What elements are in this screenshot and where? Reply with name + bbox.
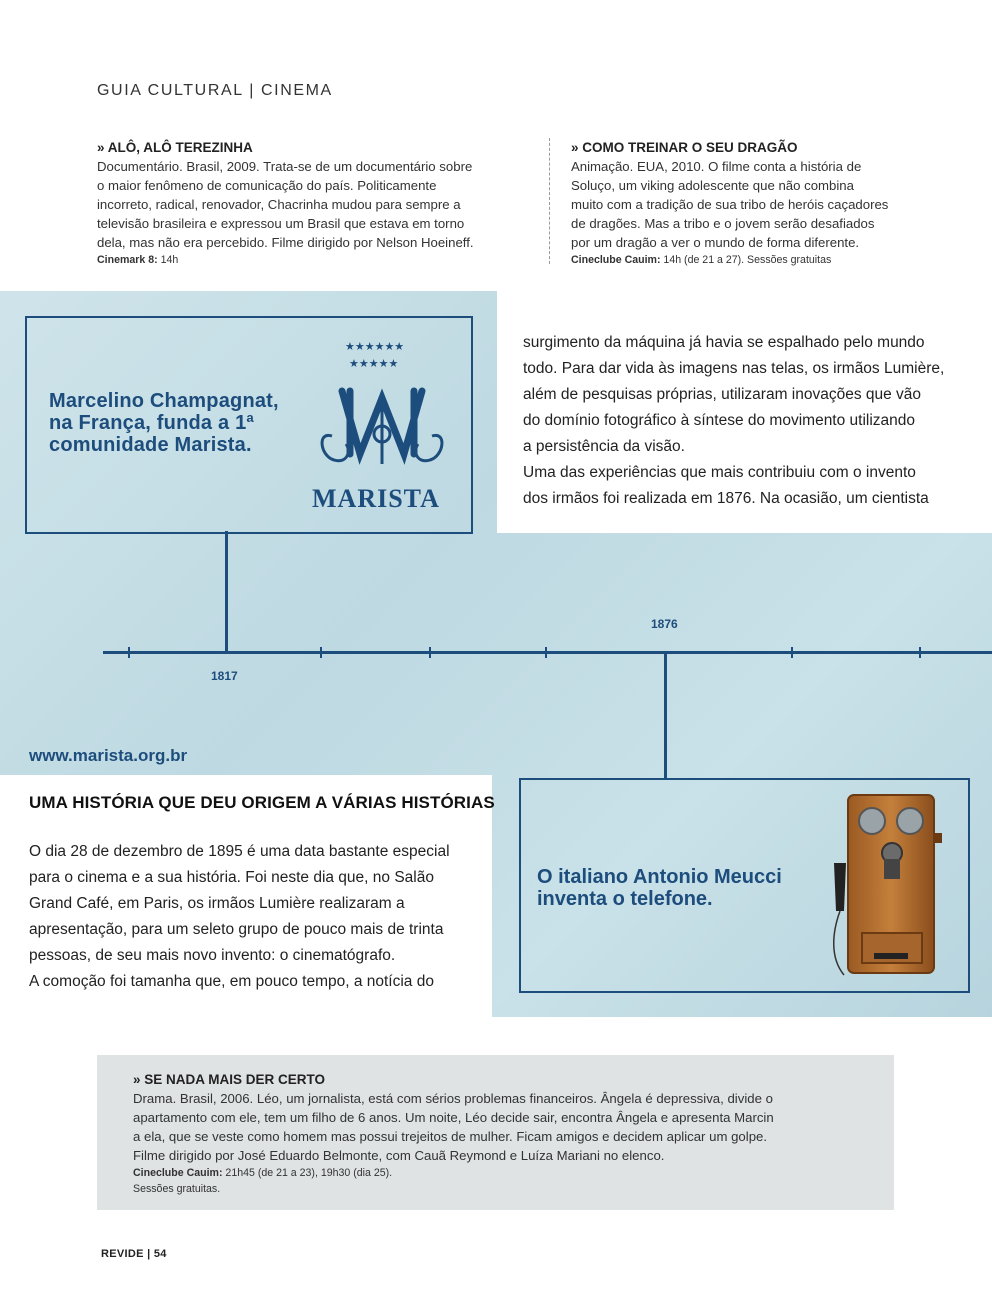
marista-logo-icon <box>312 336 452 484</box>
article-line: apresentação, para um seleto grupo de pouco mais de trinta <box>29 921 444 938</box>
film-desc-line: incorreto, radical, renovador, Chacrinha mudou para sempre a <box>97 197 461 212</box>
timeline-tick <box>545 647 547 658</box>
film-desc-line: o maior fenômeno de comunicação do país. Politicamente <box>97 178 437 193</box>
article-line: surgimento da máquina já havia se espalhado pelo mundo <box>523 334 925 351</box>
film-desc-line: de dragões. Mas a tribo e o jovem serão desafiados <box>571 216 875 231</box>
article-line: Uma das experiências que mais contribuiu com o invento <box>523 464 916 481</box>
year-label-1876: 1876 <box>651 617 678 631</box>
article-line: todo. Para dar vida às imagens nas telas, os irmãos Lumière, <box>523 360 945 377</box>
film-title: » COMO TREINAR O SEU DRAGÃO <box>571 140 798 155</box>
timeline-connector-1876 <box>664 653 667 779</box>
article-line: O dia 28 de dezembro de 1895 é uma data bastante especial <box>29 843 450 860</box>
film-title: » ALÔ, ALÔ TEREZINHA <box>97 140 253 155</box>
antique-telephone-icon <box>826 793 950 981</box>
article-line: pessoas, de seu mais novo invento: o cinematógrafo. <box>29 947 396 964</box>
caption-line: inventa o telefone. <box>537 888 713 910</box>
caption-line: Marcelino Champagnat, <box>49 390 279 412</box>
article-right-column <box>523 330 978 512</box>
year-label-1817: 1817 <box>211 669 238 683</box>
article-line: a persistência da visão. <box>523 438 685 455</box>
timeline-connector-1817 <box>225 531 228 654</box>
svg-text:★★★★★: ★★★★★ <box>349 357 399 370</box>
marista-wordmark: MARISTA <box>312 484 440 513</box>
film-schedule <box>133 1165 868 1181</box>
article-line: dos irmãos foi realizada em 1876. Na ocasião, um cientista <box>523 490 929 507</box>
article-line: A comoção foi tamanha que, em pouco tempo, a notícia do <box>29 973 434 990</box>
film-desc-line: apartamento com ele, tem um filho de 6 anos. Um noite, Léo decide sair, encontra Ângela e apresenta Marcin <box>133 1110 774 1125</box>
timeline-tick <box>919 647 921 658</box>
article-title: UMA HISTÓRIA QUE DEU ORIGEM A VÁRIAS HISTÓRIAS <box>29 793 495 812</box>
film-title: » SE NADA MAIS DER CERTO <box>133 1072 326 1087</box>
film-desc-line: Filme dirigido por José Eduardo Belmonte, com Cauã Reymond e Luíza Mariani no elenco. <box>133 1148 665 1163</box>
film-desc-line: televisão brasileira e expressou um Brasil que estava em torno <box>97 216 465 231</box>
article-line: para o cinema e a sua história. Foi neste dia que, no Salão <box>29 869 434 886</box>
film-desc-line: por um dragão a ver o mundo de forma diferente. <box>571 235 860 250</box>
caption-line: comunidade Marista. <box>49 434 252 456</box>
article-left-column <box>29 839 479 995</box>
venue-name: Cinemark 8: <box>97 254 158 266</box>
venue-name: Cineclube Cauim: <box>571 254 661 266</box>
article-line: além de pesquisas próprias, utilizaram inovações que vão <box>523 386 922 403</box>
schedule-time: 21h45 (de 21 a 23), 19h30 (dia 25). <box>222 1167 393 1179</box>
film-listing-dragao <box>571 138 971 268</box>
film-note: Sessões gratuitas. <box>133 1183 221 1195</box>
film-desc-line: Documentário. Brasil, 2009. Trata-se de um documentário sobre <box>97 159 473 174</box>
timeline-axis <box>103 651 992 654</box>
event-caption-telefone <box>537 866 782 910</box>
film-desc-line: dela, mas não era percebido. Filme dirigido por Nelson Hoeineff. <box>97 235 474 250</box>
page-footer: REVIDE | 54 <box>101 1248 167 1260</box>
film-desc-line: a ela, que se veste como homem mas possui trejeitos de mulher. Ficam amigos e decidem aplicar um golpe. <box>133 1129 768 1144</box>
timeline-tick <box>128 647 130 658</box>
film-schedule <box>571 252 971 268</box>
schedule-time: 14h (de 21 a 27). Sessões gratuitas <box>660 254 832 266</box>
article-line: do domínio fotográfico à síntese do movimento utilizando <box>523 412 916 429</box>
timeline-tick <box>791 647 793 658</box>
film-desc-line: muito com a tradição de sua tribo de heróis caçadores <box>571 197 889 212</box>
film-schedule <box>97 252 537 268</box>
article-line: Grand Café, em Paris, os irmãos Lumière realizaram a <box>29 895 405 912</box>
film-desc-line: Animação. EUA, 2010. O filme conta a história de <box>571 159 862 174</box>
event-caption-marista <box>49 390 279 456</box>
caption-line: na França, funda a 1ª <box>49 412 254 434</box>
marista-url: www.marista.org.br <box>29 746 188 765</box>
section-title: GUIA CULTURAL | CINEMA <box>97 82 333 99</box>
film-listing-se-nada <box>133 1070 868 1197</box>
film-listing-terezinha <box>97 138 537 268</box>
column-divider <box>549 138 550 264</box>
film-desc-line: Soluço, um viking adolescente que não combina <box>571 178 854 193</box>
schedule-time: 14h <box>157 254 179 266</box>
timeline-tick <box>429 647 431 658</box>
venue-name: Cineclube Cauim: <box>133 1167 223 1179</box>
film-desc-line: Drama. Brasil, 2006. Léo, um jornalista, está com sérios problemas financeiros. Ângela é depressiva, divide o <box>133 1091 773 1106</box>
svg-text:★★★★★★: ★★★★★★ <box>345 340 405 353</box>
caption-line: O italiano Antonio Meucci <box>537 866 782 888</box>
timeline-tick <box>320 647 322 658</box>
